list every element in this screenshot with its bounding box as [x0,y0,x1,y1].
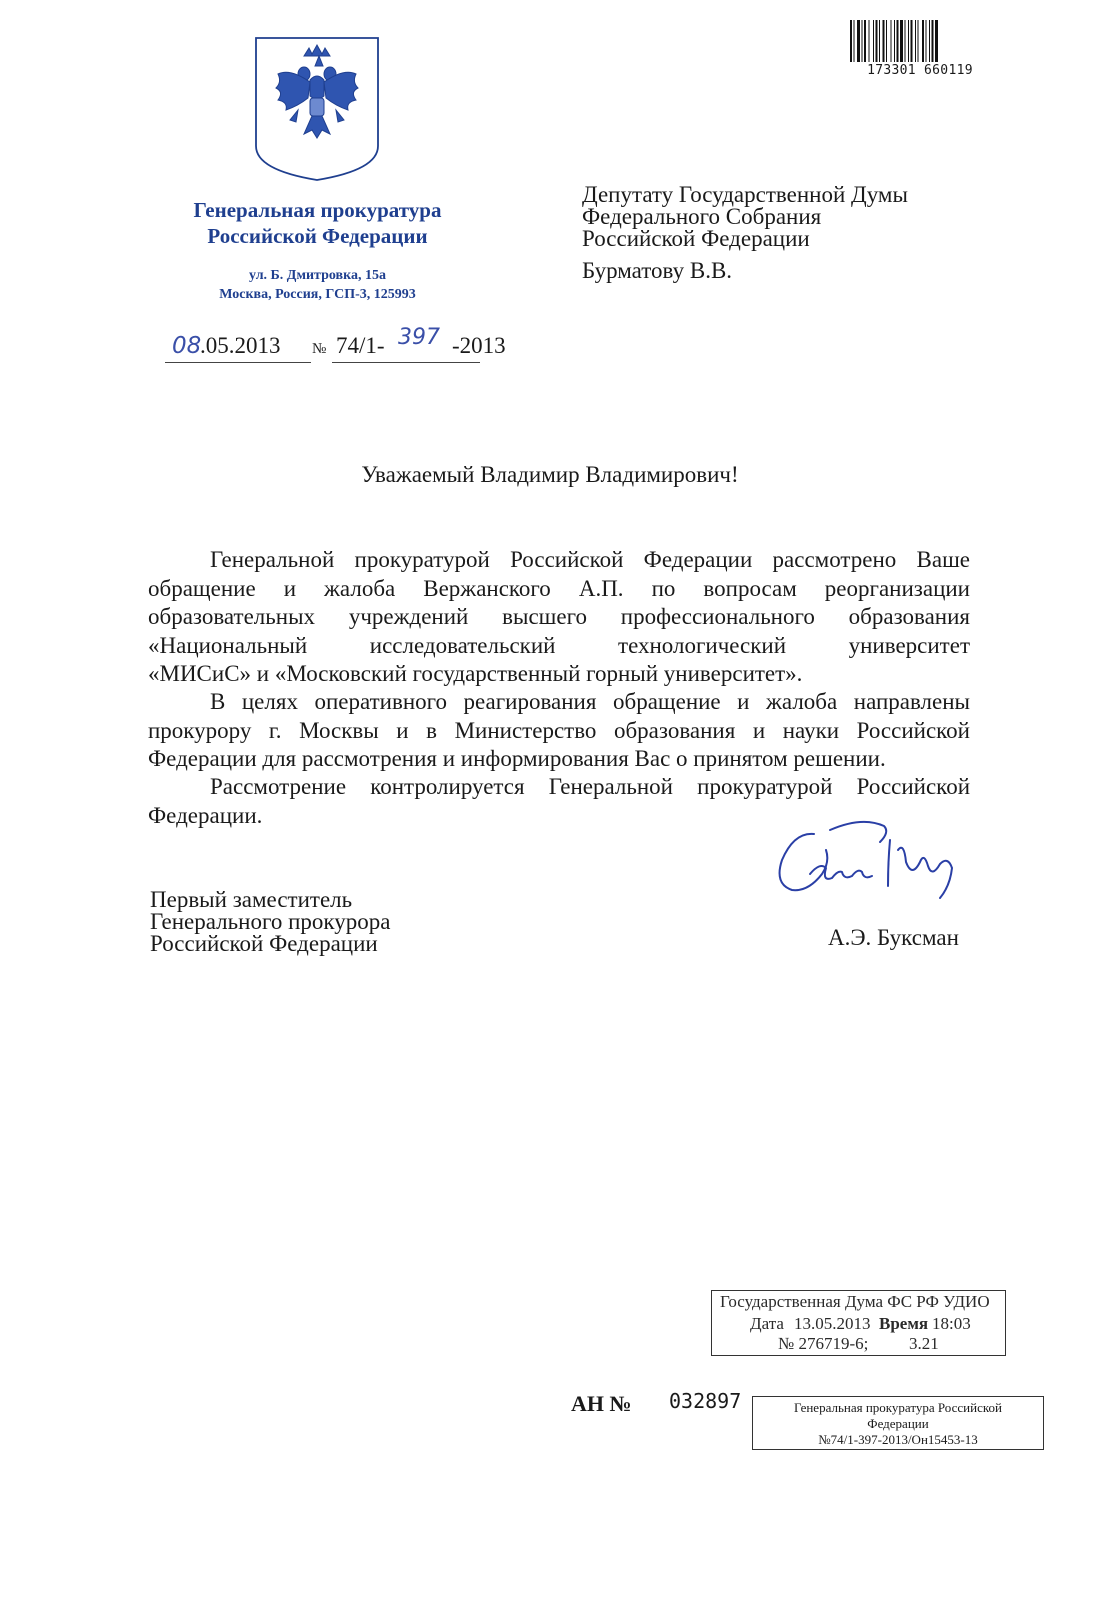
recipient-title: Федерального Собрания [582,204,822,229]
barcode-number: 173301 660119 [867,63,973,78]
signatory-position: Российской Федерации [150,931,378,956]
paragraph-line: обращение и жалоба Вержанского А.П. по вопросам реорганизации [148,575,970,601]
registration-stamp [711,1290,1006,1356]
stamp-time-label: Время [879,1314,929,1333]
paragraph-line: «МИСиС» и «Московский государственный горный университет». [148,661,803,686]
serial-label: АН № [571,1391,632,1416]
stamp-date-value: 13.05.2013 [794,1314,871,1333]
outgoing-number-prefix: 74/1- [336,333,385,358]
recipient-name: Бурматову В.В. [582,258,733,283]
stamp-line: Генеральная прокуратура Российской [794,1400,1002,1415]
org-address: Москва, Россия, ГСП-3, 125993 [219,287,416,302]
paragraph-line: «Национальный исследовательский технологический университет [148,632,970,658]
serial-number: 032897 [669,1389,742,1413]
stamp-code: 3.21 [909,1334,939,1353]
paragraph-line: В целях оперативного реагирования обращение и жалоба направлены [210,689,970,714]
outgoing-stamp [752,1396,1044,1450]
date-underline [165,362,311,363]
coat-of-arms-icon [252,34,382,184]
paragraph-line: Федерации. [148,802,263,828]
date-day-handwritten: 08 [172,333,202,359]
stamp-number: № 276719-6; [778,1334,869,1353]
body-paragraph-2 [148,688,970,774]
recipient-title: Депутату Государственной Думы [582,182,908,207]
signatory-position: Генерального прокурора [150,909,391,934]
body-paragraph-1 [148,546,970,689]
stamp-time-value: 18:03 [932,1314,971,1333]
signatory-position: Первый заместитель [150,887,353,912]
paragraph-line: Федерации для рассмотрения и информирования Вас о принятом решении. [148,746,886,771]
org-name: Российской Федерации [207,224,428,248]
recipient-title: Российской Федерации [582,226,810,251]
outgoing-number-handwritten: 397 [398,325,440,350]
stamp-date-label: Дата [750,1314,784,1333]
signatory-name: А.Э. Буксман [828,925,959,950]
outgoing-number-suffix: -2013 [452,333,506,358]
stamp-line: Федерации [867,1416,929,1431]
paragraph-line: образовательных учреждений высшего профессионального образования [148,604,970,629]
org-name: Генеральная прокуратура [193,198,442,222]
date-printed: .05.2013 [200,333,281,358]
number-underline [332,362,480,363]
salutation: Уважаемый Владимир Владимирович! [361,462,739,487]
org-address: ул. Б. Дмитровка, 15а [249,268,386,283]
stamp-line: №74/1-397-2013/Он15453-13 [818,1432,978,1447]
number-sign: № [312,341,327,357]
paragraph-line: Генеральной прокуратурой Российской Федерации рассмотрено Ваше [210,547,970,572]
handwritten-signature [772,812,972,902]
paragraph-line: прокурору г. Москвы и в Министерство образования и науки Российской [148,717,970,743]
stamp-org: Государственная Дума ФС РФ УДИО [720,1292,990,1311]
paragraph-line: Рассмотрение контролируется Генеральной прокуратурой Российской [210,774,970,799]
